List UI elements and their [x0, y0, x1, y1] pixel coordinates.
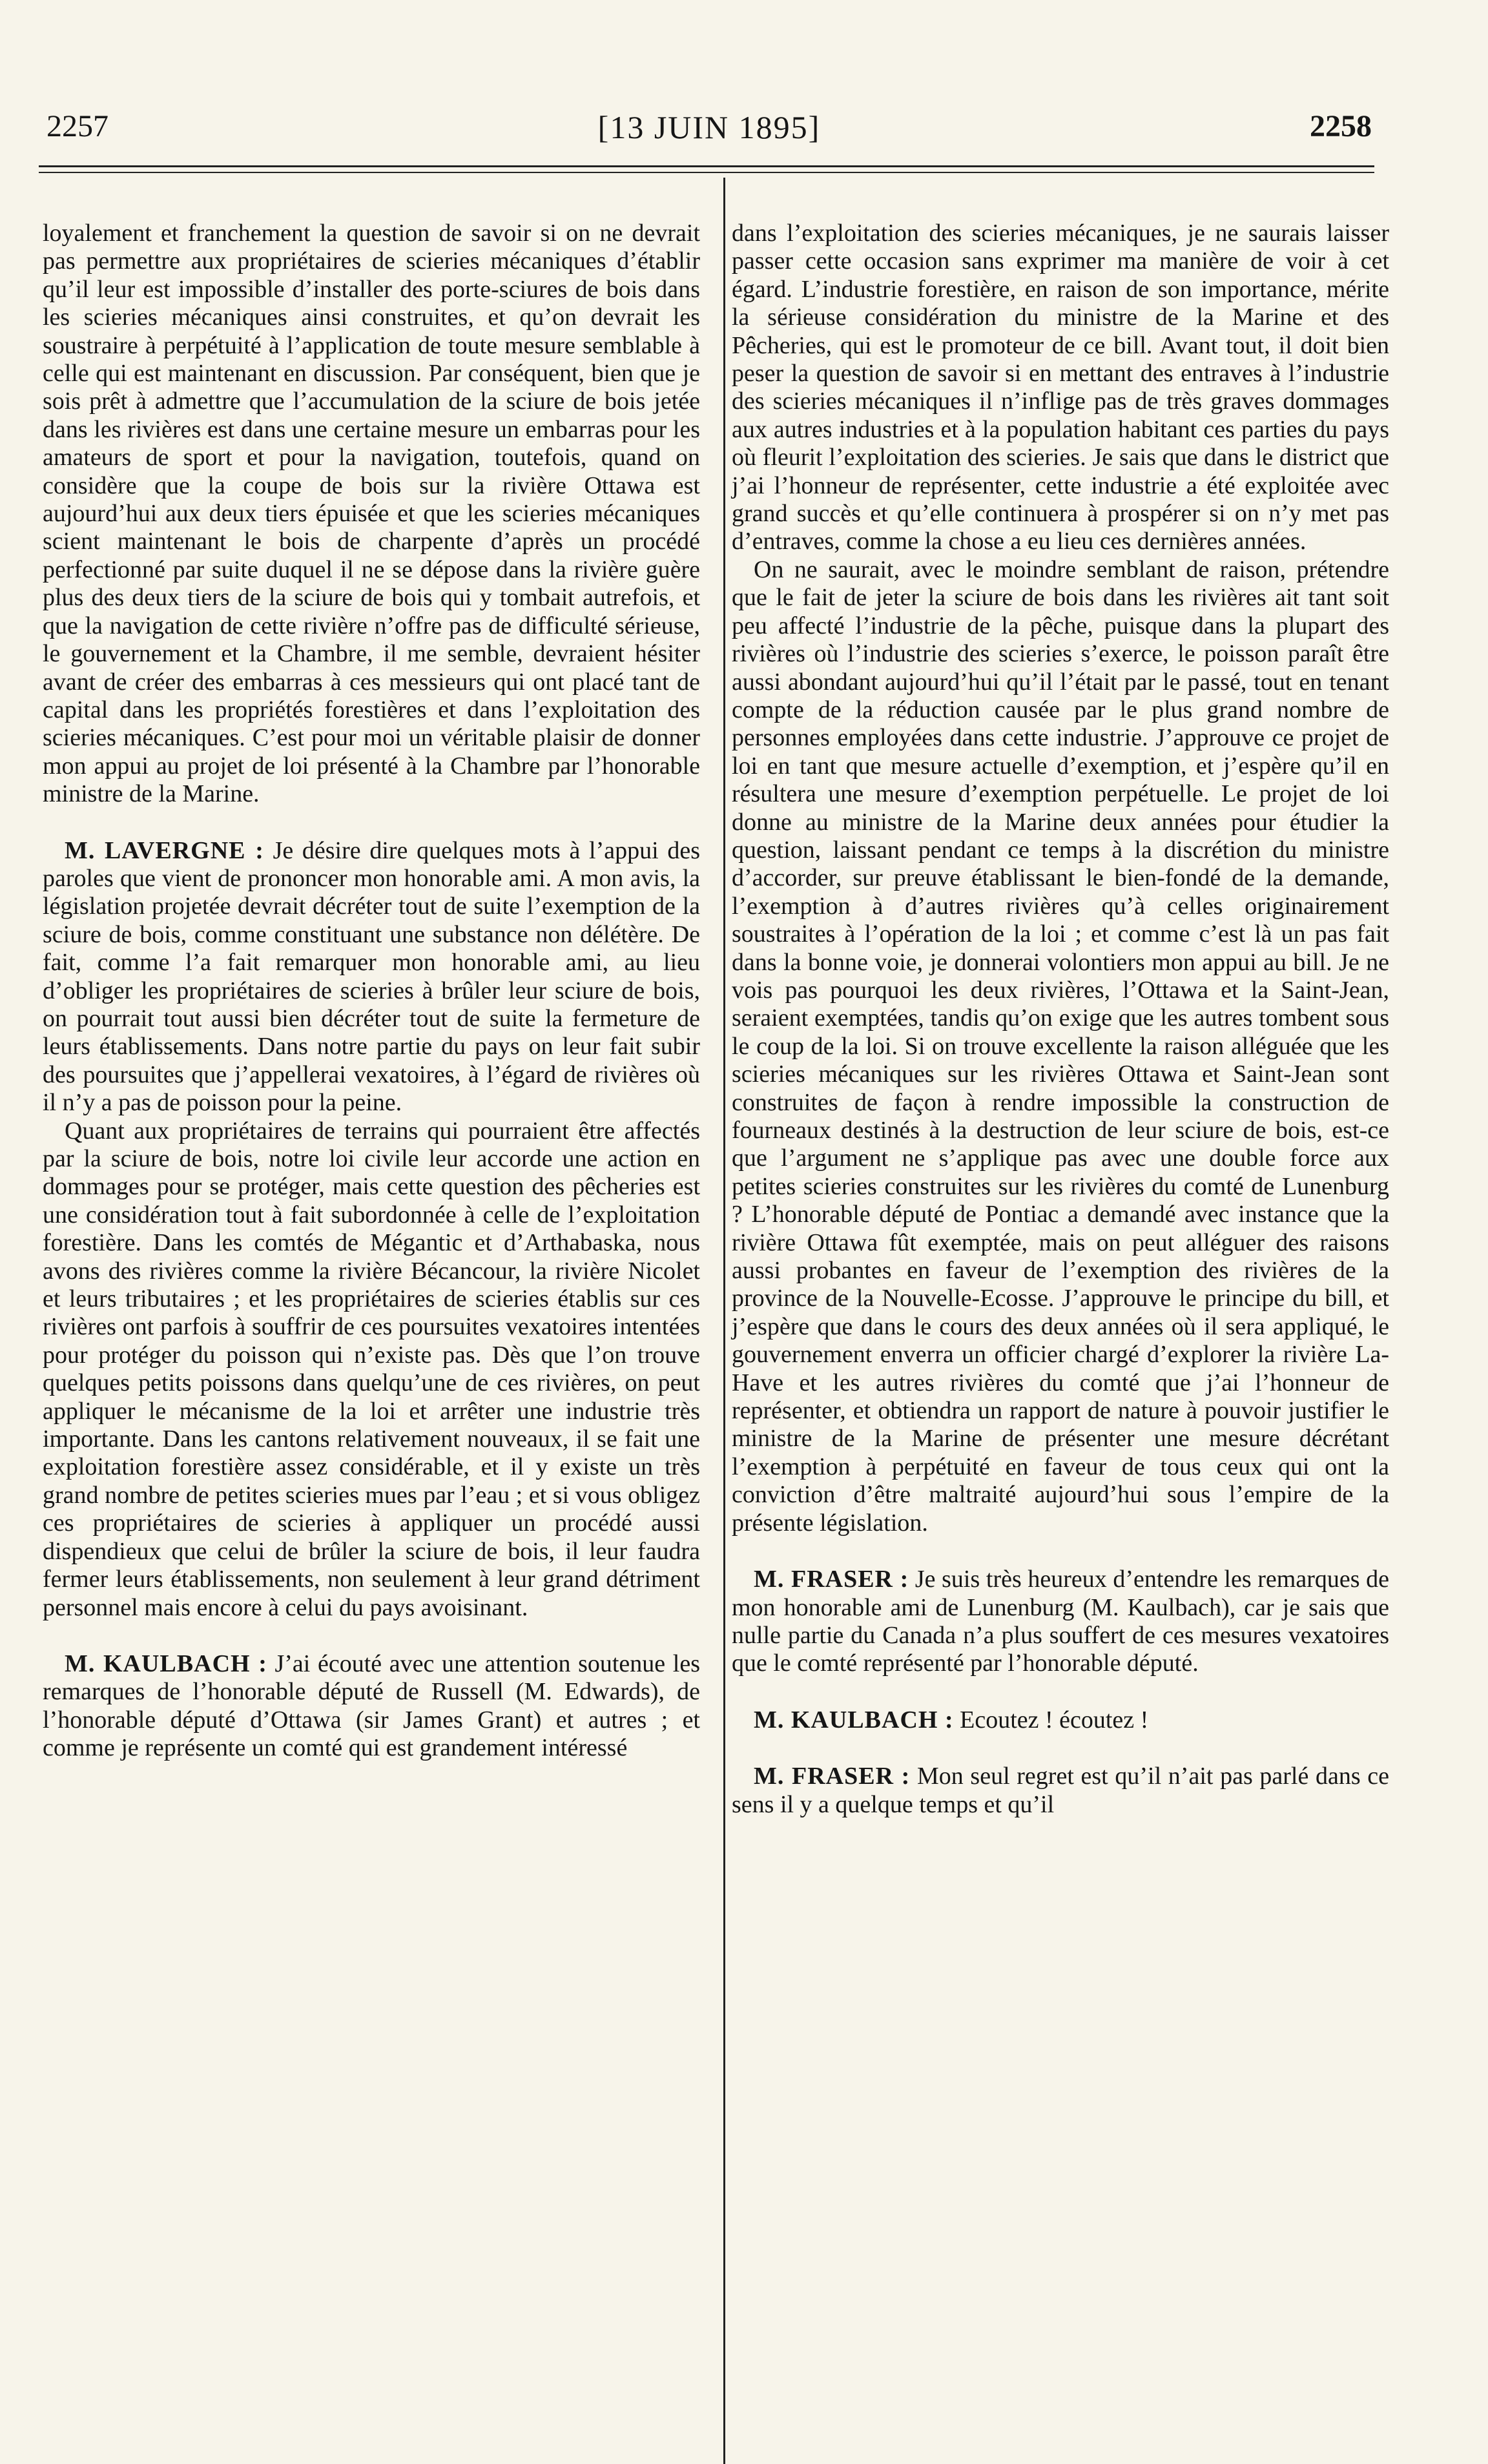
column-divider [723, 178, 725, 2464]
paragraph: dans l’exploitation des scieries mécaniques, je ne saurais laisser passer cette occasion sans exprimer ma manière de voir à cet égard. L’industrie forestière, en raison de son importance, mérite la sérieuse considération du ministre de la Marine et des Pêcheries, qui est le promoteur de ce bill. Avant tout, il doit bien peser la question de savoir si en mettant des entraves à l’industrie des scieries mécaniques il n’inflige pas de très graves dommages aux autres industries et à la population habitant ces parties du pays où fleurit l’exploitation des scieries. Je sais que dans le district que j’ai l’honneur de représenter, cette industrie a été exploitée avec grand succès et qu’elle continuera à prospérer si on n’y met pas d’entraves, comme la chose a eu lieu ces dernières années. [732, 220, 1389, 555]
header-rule-thin [39, 172, 1374, 173]
speech-text: Je suis très heureux d’entendre les remarques de mon honorable ami de Lunenburg (M. Kaulbach), car je sais que nulle partie du Canada n’a plus souffert de ces mesures vexatoires que le comté représenté par l’honorable député. [732, 1566, 1389, 1677]
speech-paragraph [43, 1650, 700, 1763]
speaker-name: M. FRASER : [754, 1566, 909, 1593]
paragraph: loyalement et franchement la question de savoir si on ne devrait pas permettre aux propriétaires de scieries mécaniques d’établir qu’il leur est impossible d’installer des porte-sciures de bois dans les scieries mécaniques ainsi construites, et qu’on devrait les soustraire à perpétuité à l’application de toute mesure semblable à celle qui est maintenant en discussion. Par conséquent, bien que je sois prêt à admettre que l’accumulation de la sciure de bois jetée dans les rivières est dans une certaine mesure un embarras pour les amateurs de sport et pour la navigation, toutefois, quand on considère que la coupe de bois sur la rivière Ottawa est aujourd’hui aux deux tiers épuisée et que les scieries mécaniques scient maintenant le bois de charpente d’après un procédé perfectionné par suite duquel il ne se dépose dans la rivière guère plus des deux tiers de la sciure de bois qui y tombait autrefois, et que la navigation de cette rivière n’offre pas de difficulté sérieuse, le gouvernement et la Chambre, il me semble, devraient hésiter avant de créer des embarras à ces messieurs qui ont placé tant de capital dans les propriétés forestières et dans l’exploitation des scieries mécaniques. C’est pour moi un véritable plaisir de donner mon appui au projet de loi présenté à la Chambre par l’honorable ministre de la Marine. [43, 220, 700, 808]
speech-paragraph [43, 837, 700, 1117]
right-column [732, 220, 1389, 1819]
page-header [46, 109, 1372, 154]
paragraph: On ne saurait, avec le moindre semblant de raison, prétendre que le fait de jeter la sciure de bois dans les rivières ait tant soit peu affecté l’industrie de la pêche, puisque dans la plupart des rivières où l’industrie des scieries s’exerce, le poisson paraît être aussi abondant aujourd’hui qu’il l’était par le passé, tout en tenant compte de la réduction causée par le plus grand nombre de personnes employées dans cette industrie. J’approuve ce projet de loi en tant que mesure actuelle d’exemption, et j’espère qu’il en résultera une mesure d’exemption perpétuelle. Le projet de loi donne au ministre de la Marine deux années pour étudier la question, laissant pendant ce temps à la discrétion du ministre d’accorder, sur preuve établissant le bien-fondé de la demande, l’exemption à d’autres rivières qu’à celles originairement soustraites à l’opération de la loi ; et comme c’est là un pas fait dans la bonne voie, je donnerai volontiers mon appui au bill. Je ne vois pas pourquoi les deux rivières, l’Ottawa et la Saint-Jean, seraient exemptées, tandis qu’on exige que les autres tombent sous le coup de la loi. Si on trouve excellente la raison alléguée que les scieries mécaniques sur les rivières Ottawa et Saint-Jean sont construites de façon à rendre impossible la construction de fourneaux destinés à la destruction de leur sciure de bois, est-ce que l’argument ne s’applique pas avec une double force aux petites scieries construites sur les rivières du comté de Lunenburg ? L’honorable député de Pontiac a demandé avec instance que la rivière Ottawa fût exemptée, mais on peut alléguer des raisons aussi probantes en faveur de l’exemption des rivières de la province de la Nouvelle-Ecosse. J’approuve le principe du bill, et j’espère que dans le cours des deux années où il sera appliqué, le gouvernement enverra un officier chargé d’explorer la rivière La-Have et les autres rivières du comté que j’ai l’honneur de représenter, et obtiendra un rapport de nature à pouvoir justifier le ministre de la Marine de présenter une mesure décrétant l’exemption à perpétuité en faveur de tous ceux qui ont la conviction d’être maltraité aujourd’hui sous l’empire de la présente législation. [732, 555, 1389, 1537]
page-number-right: 2258 [1310, 109, 1372, 143]
speaker-name: M. KAULBACH : [754, 1706, 954, 1734]
speaker-name: M. KAULBACH : [65, 1650, 267, 1677]
speaker-name: M. LAVERGNE : [65, 836, 264, 864]
speech-paragraph [732, 1763, 1389, 1819]
speech-text: Je désire dire quelques mots à l’appui des paroles que vient de prononcer mon honorable ami. A mon avis, la législation projetée devrait décréter tout de suite l’exemption de la sciure de bois, comme constituant une substance non délétère. De fait, comme l’a fait remarquer mon honorable ami, au lieu d’obliger les propriétaires de scieries à brûler leur sciure de bois, on pourrait tout aussi bien décréter tout de suite la fermeture de leurs établissements. Dans notre partie du pays on leur fait subir des poursuites que j’appellerai vexatoires, à l’égard de rivières où il n’y a pas de poisson pour la peine. [43, 836, 700, 1117]
speech-text: Ecoutez ! écoutez ! [953, 1706, 1149, 1734]
speech-paragraph [732, 1706, 1389, 1734]
left-column [43, 220, 700, 1763]
header-rule [39, 165, 1374, 167]
paragraph: Quant aux propriétaires de terrains qui pourraient être affectés par la sciure de bois, notre loi civile leur accorde une action en dommages pour se protéger, mais cette question des pêcheries est une considération tout à fait subordonnée à celle de l’exploitation forestière. Dans les comtés de Mégantic et d’Arthabaska, nous avons des rivières comme la rivière Bécancour, la rivière Nicolet et leurs tributaires ; et les propriétaires de scieries établis sur ces rivières ont parfois à souffrir de ces poursuites vexatoires intentées pour protéger du poisson qui n’existe pas. Dès que l’on trouve quelques petits poissons dans quelqu’une de ces rivières, on peut appliquer le mécanisme de la loi et arrêter une industrie très importante. Dans les cantons relativement nouveaux, il se fait une exploitation forestière assez considérable, et il y existe un très grand nombre de petites scieries mues par l’eau ; et si vous obligez ces propriétaires de scieries à appliquer un procédé aussi dispendieux que celui de brûler la sciure de bois, il leur faudra fermer leurs établissements, non seulement à leur grand détriment personnel mais encore à celui du pays avoisinant. [43, 1117, 700, 1621]
speech-text: J’ai écouté avec une attention soutenue les remarques de l’honorable député de Russell (M. Edwards), de l’honorable député d’Ottawa (sir James Grant) et autres ; et comme je représente un comté qui est grandement intéressé [43, 1650, 700, 1762]
page-number-left: 2257 [46, 109, 108, 143]
page-date: [13 JUIN 1895] [597, 109, 821, 145]
speech-paragraph [732, 1566, 1389, 1678]
speech-text: Mon seul regret est qu’il n’ait pas parlé dans ce sens il y a quelque temps et qu’il [732, 1763, 1390, 1818]
speaker-name: M. FRASER : [754, 1763, 911, 1790]
